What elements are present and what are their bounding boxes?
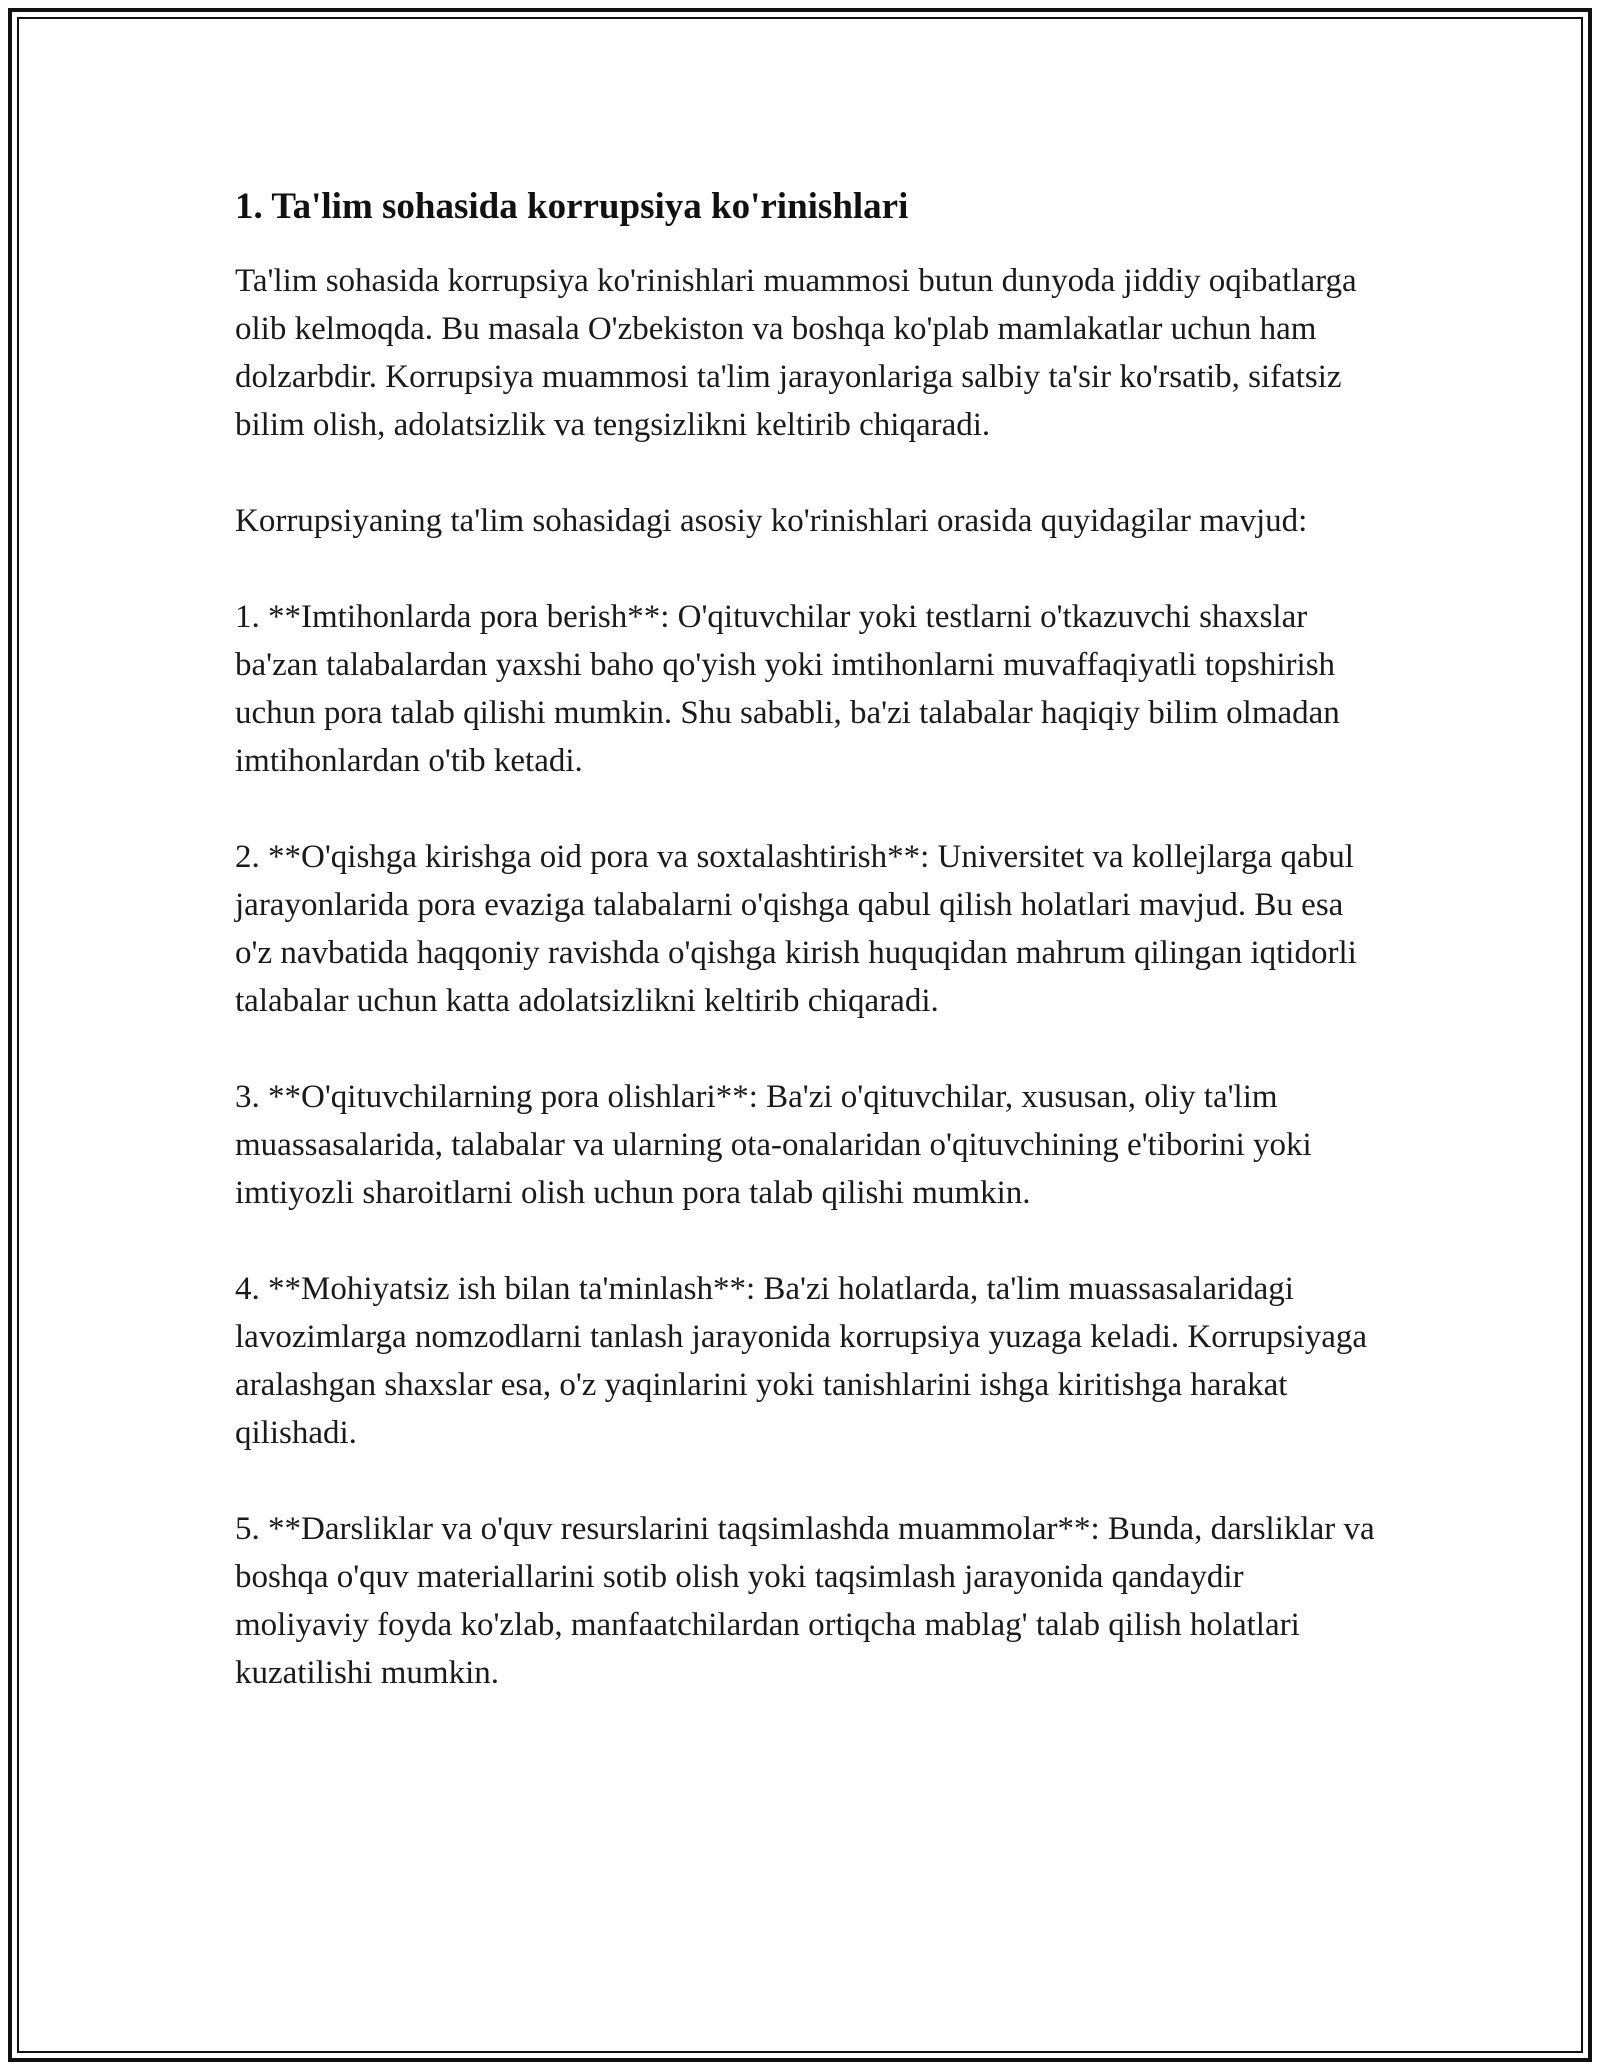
intro-paragraph: Ta'lim sohasida korrupsiya ko'rinishlari muammosi butun dunyoda jiddiy oqibatlarga olib kelmoqda. Bu masala O'zbekiston va boshqa ko'plab mamlakatlar uchun ham dolzarbdir. Korrupsiya muammosi ta'lim jarayonlariga salbiy ta'sir ko'rsatib, sifatsiz bilim olish, adolatsizlik va tengsizlikni keltirib chiqaradi. bbox=[235, 263, 1357, 444]
list-item-1: 1. **Imtihonlarda pora berish**: O'qituvchilar yoki testlarni o'tkazuvchi shaxslar ba'zan talabalardan yaxshi baho qo'yish yoki imtihonlarni muvaffaqiyatli topshirish uchun pora talab qilishi mumkin. Shu sababli, ba'zi talabalar haqiqiy bilim olmadan imtihonlardan o'tib ketadi. bbox=[235, 599, 1340, 780]
list-intro-paragraph: Korrupsiyaning ta'lim sohasidagi asosiy ko'rinishlari orasida quyidagilar mavjud: bbox=[235, 503, 1308, 540]
list-item-2: 2. **O'qishga kirishga oid pora va soxtalashtirish**: Universitet va kollejlarga qabul jarayonlarida pora evaziga talabalarni o'qishga qabul qilish holatlari mavjud. Bu esa o'z navbatida haqqoniy ravishda o'qishga kirish huquqidan mahrum qilingan iqtidorli talabalar uchun katta adolatsizlikni keltirib chiqaradi. bbox=[235, 839, 1357, 1020]
list-item-3: 3. **O'qituvchilarning pora olishlari**: Ba'zi o'qituvchilar, xususan, oliy ta'lim muassasalarida, talabalar va ularning ota-onalaridan o'qituvchining e'tiborini yoki imtiyozli sharoitlarni olish uchun pora talab qilishi mumkin. bbox=[235, 1079, 1312, 1212]
document-title: 1. Ta'lim sohasida korrupsiya ko'rinishlari bbox=[235, 186, 909, 227]
document-body bbox=[235, 185, 1375, 1745]
list-item-5: 5. **Darsliklar va o'quv resurslarini taqsimlashda muammolar**: Bunda, darsliklar va boshqa o'quv materiallarini sotib olish yoki taqsimlash jarayonida qandaydir moliyaviy foyda ko'zlab, manfaatchilardan ortiqcha mablag' talab qilish holatlari kuzatilishi mumkin. bbox=[235, 1511, 1375, 1692]
list-item-4: 4. **Mohiyatsiz ish bilan ta'minlash**: Ba'zi holatlarda, ta'lim muassasalaridagi lavozimlarga nomzodlarni tanlash jarayonida korrupsiya yuzaga keladi. Korrupsiyaga aralashgan shaxslar esa, o'z yaqinlarini yoki tanishlarini ishga kiritishga harakat qilishadi. bbox=[235, 1271, 1368, 1452]
